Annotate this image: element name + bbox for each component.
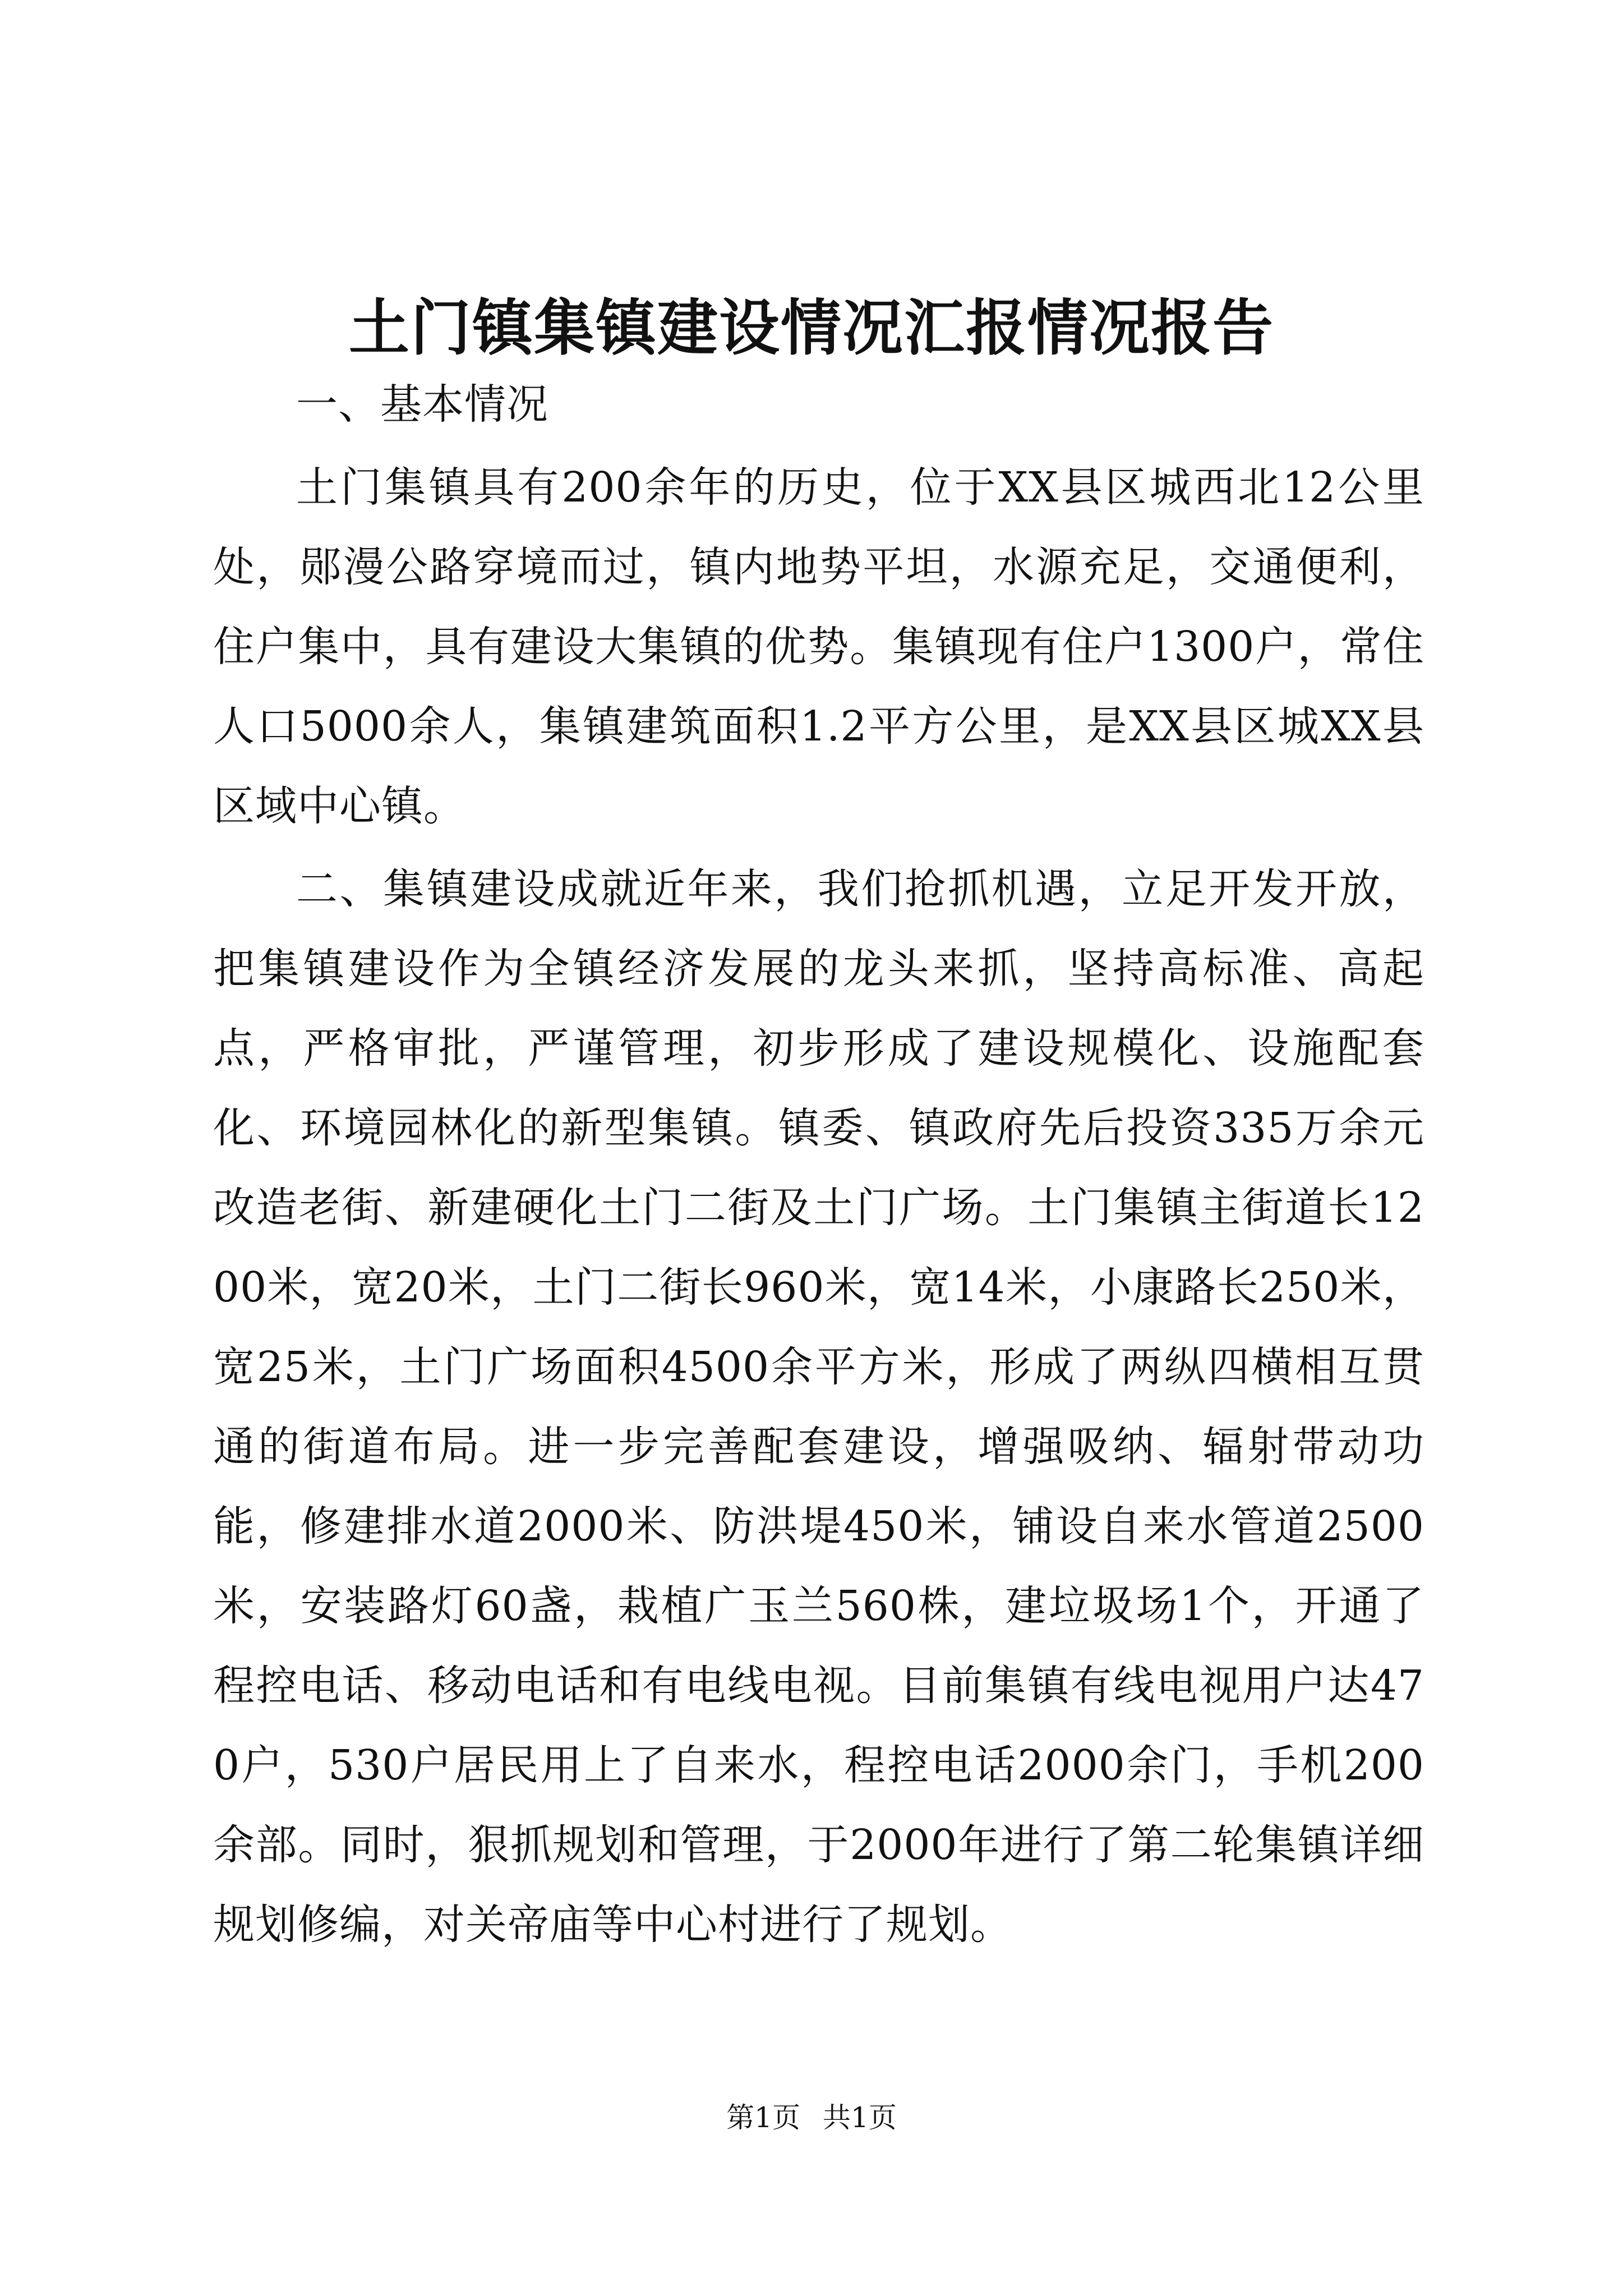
section-heading-basic: 一、基本情况 [296,380,548,429]
document-title: 土门镇集镇建设情况汇报情况报告 [348,293,1274,364]
paragraph-basic-info: 土门集镇具有200余年的历史，位于XX县区城西北12公里处，郧漫公路穿境而过，镇内地势平坦，水源充足，交通便利，住户集中，具有建设大集镇的优势。集镇现有住户1300户，常住人口5000余人，集镇建筑面积1.2平方公里，是XX县区城XX县区域中心镇。 [213,463,1424,830]
page-total: 共1页 [823,2101,897,2134]
paragraph-achievements: 二、集镇建设成就近年来，我们抢抓机遇，立足开发开放，把集镇建设作为全镇经济发展的龙头来抓，坚持高标准、高起点，严格审批，严谨管理，初步形成了建设规模化、设施配套化、环境园林化的新型集镇。镇委、镇政府先后投资335万余元改造老街、新建硬化土门二街及土门广场。土门集镇主街道长1200米，宽20米，土门二街长960米，宽14米，小康路长250米，宽25米，土门广场面积4500余平方米，形成了两纵四横相互贯通的街道布局。进一步完善配套建设，增强吸纳、辐射带动功能，修建排水道2000米、防洪堤450米，铺设自来水管道2500米，安装路灯60盏，栽植广玉兰560株，建垃圾场1个，开通了程控电话、移动电话和有电线电视。目前集镇有线电视用户达470户，530户居民用上了自来水，程控电话2000余门，手机200余部。同时，狠抓规划和管理，于2000年进行了第二轮集镇详细规划修编，对关帝庙等中心村进行了规划。 [213,865,1424,1949]
page-footer [0,2098,1623,2137]
document-body [213,365,1424,1964]
page-number: 第1页 [726,2101,800,2134]
